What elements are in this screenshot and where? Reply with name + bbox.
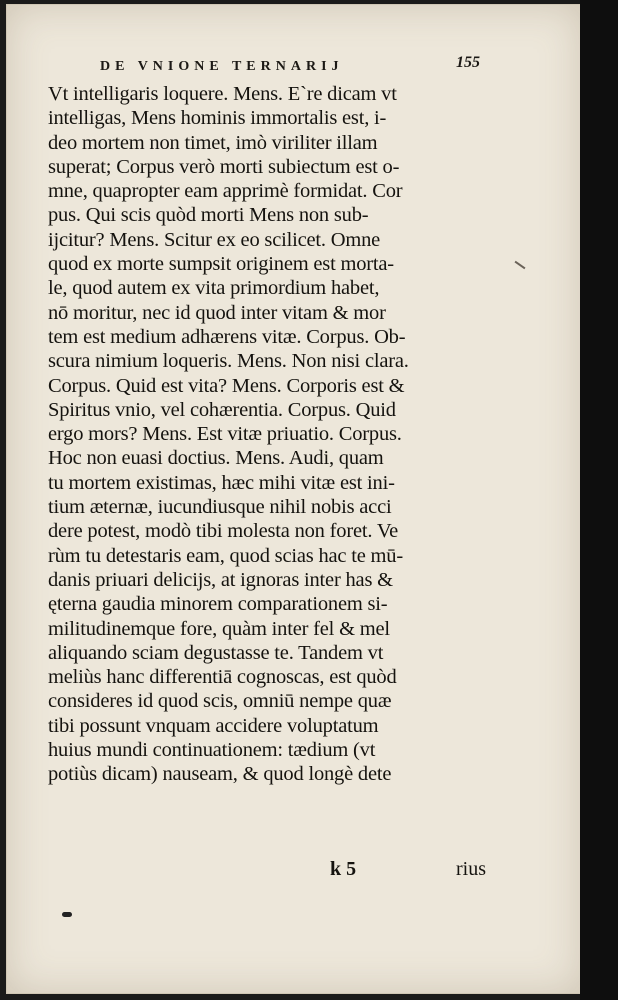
text-line: consideres id quod scis, omniū nempe quæ xyxy=(48,690,392,713)
body-text xyxy=(48,82,488,787)
text-line: rùm tu detestaris eam, quod scias hac te mū- xyxy=(48,544,403,567)
page-footer xyxy=(48,858,488,886)
text-line: ęterna gaudia minorem comparationem si- xyxy=(48,593,388,616)
text-line: nō moritur, nec id quod inter vitam & mor xyxy=(48,301,386,324)
text-line: Hoc non euasi doctius. Mens. Audi, quam xyxy=(48,447,384,470)
text-line: tibi possunt vnquam accidere voluptatum xyxy=(48,714,379,737)
text-line: superat; Corpus verò morti subiectum est o- xyxy=(48,155,400,178)
text-line: tium æternæ, iucundiusque nihil nobis acci xyxy=(48,496,392,519)
text-line: quod ex morte sumpsit originem est morta- xyxy=(48,253,394,276)
text-line: Corpus. Quid est vita? Mens. Corporis est & xyxy=(48,374,405,397)
running-head: DE VNIONE TERNARIJ xyxy=(100,59,344,74)
signature-mark: k 5 xyxy=(330,858,357,880)
ink-speck xyxy=(62,912,72,917)
text-line: militudinemque fore, quàm inter fel & mel xyxy=(48,617,390,640)
text-line: Vt intelligaris loquere. Mens. E`re dicam vt xyxy=(48,83,397,105)
catchword: rius xyxy=(456,858,486,880)
text-line: dere potest, modò tibi molesta non foret. Ve xyxy=(48,520,399,543)
text-line: meliùs hanc differentiā cognoscas, est quòd xyxy=(48,666,397,689)
text-line: danis priuari delicijs, at ignoras inter has & xyxy=(48,568,393,591)
text-line: potiùs dicam) nauseam, & quod longè dete xyxy=(48,763,392,786)
text-line: pus. Qui scis quòd morti Mens non sub- xyxy=(48,204,369,227)
scan-background xyxy=(580,0,618,1000)
text-line: tu mortem existimas, hæc mihi vitæ est ini- xyxy=(48,471,395,494)
folio-number: 155 xyxy=(456,54,480,71)
text-line: tem est medium adhærens vitæ. Corpus. Ob- xyxy=(48,325,406,348)
text-line: huius mundi continuationem: tædium (vt xyxy=(48,739,376,762)
text-line: ijcitur? Mens. Scitur ex eo scilicet. Omne xyxy=(48,228,381,251)
text-line: Spiritus vnio, vel cohærentia. Corpus. Quid xyxy=(48,398,396,421)
text-line: deo mortem non timet, imò viriliter illam xyxy=(48,131,378,154)
text-line: mne, quapropter eam apprimè formidat. Cor xyxy=(48,180,403,203)
text-line: intelligas, Mens hominis immortalis est, i- xyxy=(48,107,387,130)
text-line: aliquando sciam degustasse te. Tandem vt xyxy=(48,641,384,664)
text-line: scura nimium loqueris. Mens. Non nisi clara. xyxy=(48,350,409,373)
page-header xyxy=(100,52,480,82)
text-line: le, quod autem ex vita primordium habet, xyxy=(48,277,380,300)
text-line: ergo mors? Mens. Est vitæ priuatio. Corpus. xyxy=(48,423,402,446)
